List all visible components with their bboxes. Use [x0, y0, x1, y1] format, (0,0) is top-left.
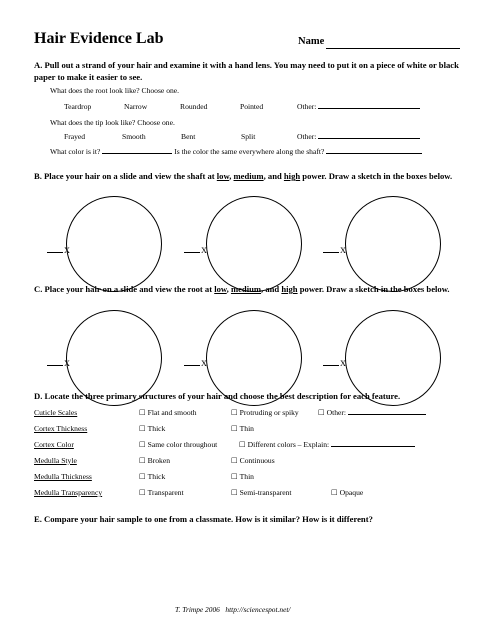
tip-option-other	[297, 132, 420, 141]
color-question: What color is it?	[50, 147, 101, 156]
section-c-sep1: ,	[226, 284, 231, 294]
mag-suffix: X	[64, 246, 70, 255]
option-thin[interactable]	[231, 424, 254, 433]
checkbox[interactable]: ☐	[231, 408, 238, 417]
section-c-instruction	[34, 284, 459, 296]
section-b-sep2: , and	[263, 171, 284, 181]
magnification-label-b-low	[47, 246, 70, 255]
option-label: Different colors – Explain:	[247, 440, 330, 449]
checkbox[interactable]: ☐	[139, 440, 146, 449]
checkbox[interactable]: ☐	[139, 488, 146, 497]
option-label: Transparent	[147, 488, 184, 497]
feature-row-medulla-thickness	[34, 472, 464, 484]
root-option-teardrop[interactable]: Teardrop	[64, 102, 92, 111]
section-b-sep1: ,	[229, 171, 234, 181]
magnification-label-b-medium	[184, 246, 207, 255]
section-c-prefix: C. Place your hair on a slide and view the root at	[34, 284, 215, 294]
feature-label: Medulla Transparency	[34, 488, 103, 497]
mag-suffix: X	[64, 359, 70, 368]
checkbox[interactable]: ☐	[139, 408, 146, 417]
section-c-high: high	[281, 284, 298, 294]
checkbox[interactable]: ☐	[318, 408, 325, 417]
footer-url[interactable]: http://sciencespot.net/	[225, 605, 291, 614]
feature-row-medulla-style	[34, 456, 464, 468]
checkbox[interactable]: ☐	[139, 472, 146, 481]
magnification-blank[interactable]	[47, 365, 63, 366]
feature-label: Cuticle Scales	[34, 408, 78, 417]
option-label: Other:	[326, 408, 347, 417]
section-c-medium: medium	[230, 284, 262, 294]
option-same-color[interactable]	[139, 440, 217, 449]
option-protruding[interactable]	[231, 408, 299, 417]
option-label: Semi-transparent	[239, 488, 292, 497]
name-field[interactable]	[326, 48, 460, 49]
section-c-low: low	[214, 284, 227, 294]
mag-suffix: X	[201, 246, 207, 255]
section-c-sep2: , and	[261, 284, 282, 294]
option-opaque[interactable]	[331, 488, 363, 497]
root-option-other-label: Other:	[297, 102, 317, 111]
option-continuous[interactable]	[231, 456, 275, 465]
name-label: Name	[298, 36, 325, 47]
option-label: Same color throughout	[147, 440, 218, 449]
magnification-label-c-high	[323, 359, 346, 368]
checkbox[interactable]: ☐	[139, 424, 146, 433]
feature-row-medulla-transparency	[34, 488, 464, 500]
section-b-low: low	[216, 171, 230, 181]
checkbox[interactable]: ☐	[331, 488, 338, 497]
option-label: Thick	[147, 472, 166, 481]
tip-option-other-label: Other:	[297, 132, 317, 141]
footer-author: T. Trimpe 2006	[175, 605, 220, 614]
mag-suffix: X	[340, 246, 346, 255]
checkbox[interactable]: ☐	[139, 456, 146, 465]
root-option-rounded[interactable]: Rounded	[180, 102, 208, 111]
section-b-high: high	[283, 171, 301, 181]
checkbox[interactable]: ☐	[231, 424, 238, 433]
option-semi-transparent[interactable]	[231, 488, 292, 497]
section-b-instruction	[34, 171, 459, 183]
option-thin[interactable]	[231, 472, 254, 481]
root-other-blank[interactable]	[318, 108, 420, 109]
root-option-other	[297, 102, 420, 111]
section-e-instruction: E. Compare your hair sample to one from a classmate. How is it similar? How is it different?	[34, 514, 373, 524]
tip-option-split[interactable]: Split	[241, 132, 256, 141]
option-label: Thin	[239, 472, 254, 481]
tip-other-blank[interactable]	[318, 138, 420, 139]
section-b-medium: medium	[233, 171, 264, 181]
sketch-circle-shaft-high[interactable]	[345, 196, 441, 292]
sketch-circle-shaft-low[interactable]	[66, 196, 162, 292]
mag-suffix: X	[340, 359, 346, 368]
option-flat-smooth[interactable]	[139, 408, 197, 417]
footer	[175, 605, 290, 614]
section-b-prefix: B. Place your hair on a slide and view the shaft at	[34, 171, 217, 181]
tip-option-smooth[interactable]: Smooth	[122, 132, 146, 141]
option-label: Opaque	[339, 488, 364, 497]
feature-row-cortex-thickness	[34, 424, 464, 436]
option-label: Thick	[147, 424, 166, 433]
feature-row-cuticle-scales	[34, 408, 464, 420]
option-label: Continuous	[239, 456, 275, 465]
magnification-blank[interactable]	[184, 365, 200, 366]
root-question: What does the root look like? Choose one.	[50, 86, 180, 95]
magnification-blank[interactable]	[184, 252, 200, 253]
color-blank[interactable]	[102, 153, 172, 154]
option-label: Thin	[239, 424, 254, 433]
magnification-label-c-medium	[184, 359, 207, 368]
checkbox[interactable]: ☐	[239, 440, 246, 449]
checkbox[interactable]: ☐	[231, 488, 238, 497]
magnification-label-c-low	[47, 359, 70, 368]
tip-option-bent[interactable]: Bent	[181, 132, 196, 141]
section-d-instruction: D. Locate the three primary structures of your hair and choose the best description for each feature.	[34, 391, 401, 401]
mag-suffix: X	[201, 359, 207, 368]
option-transparent[interactable]	[139, 488, 184, 497]
magnification-blank[interactable]	[323, 365, 339, 366]
section-c-suffix: power. Draw a sketch in the boxes below.	[297, 284, 450, 294]
feature-label: Medulla Thickness	[34, 472, 92, 481]
checkbox[interactable]: ☐	[231, 472, 238, 481]
checkbox[interactable]: ☐	[231, 456, 238, 465]
magnification-blank[interactable]	[47, 252, 63, 253]
other-blank[interactable]	[348, 414, 426, 415]
color-followup: Is the color the same everywhere along the shaft?	[174, 147, 325, 156]
option-label: Broken	[147, 456, 170, 465]
section-b-suffix: power. Draw a sketch in the boxes below.	[300, 171, 453, 181]
feature-row-cortex-color	[34, 440, 464, 452]
option-broken[interactable]	[139, 456, 170, 465]
tip-question: What does the tip look like? Choose one.	[50, 118, 175, 127]
section-a-instruction: A. Pull out a strand of your hair and examine it with a hand lens. You may need to put it on a piece of white or black paper to make it easier to see.	[34, 60, 459, 82]
root-option-narrow[interactable]: Narrow	[124, 102, 148, 111]
feature-label: Cortex Thickness	[34, 424, 88, 433]
magnification-label-b-high	[323, 246, 346, 255]
root-option-pointed[interactable]: Pointed	[240, 102, 264, 111]
option-different-colors[interactable]	[239, 440, 415, 449]
feature-label: Medulla Style	[34, 456, 77, 465]
option-thick[interactable]	[139, 424, 165, 433]
explain-blank[interactable]	[331, 446, 415, 447]
color-question-row	[50, 147, 422, 156]
option-thick[interactable]	[139, 472, 165, 481]
page-title: Hair Evidence Lab	[34, 30, 164, 47]
option-other[interactable]	[318, 408, 426, 417]
option-label: Protruding or spiky	[239, 408, 299, 417]
option-label: Flat and smooth	[147, 408, 197, 417]
color-followup-blank[interactable]	[326, 153, 422, 154]
tip-option-frayed[interactable]: Frayed	[64, 132, 86, 141]
feature-label: Cortex Color	[34, 440, 74, 449]
sketch-circle-shaft-medium[interactable]	[206, 196, 302, 292]
magnification-blank[interactable]	[323, 252, 339, 253]
